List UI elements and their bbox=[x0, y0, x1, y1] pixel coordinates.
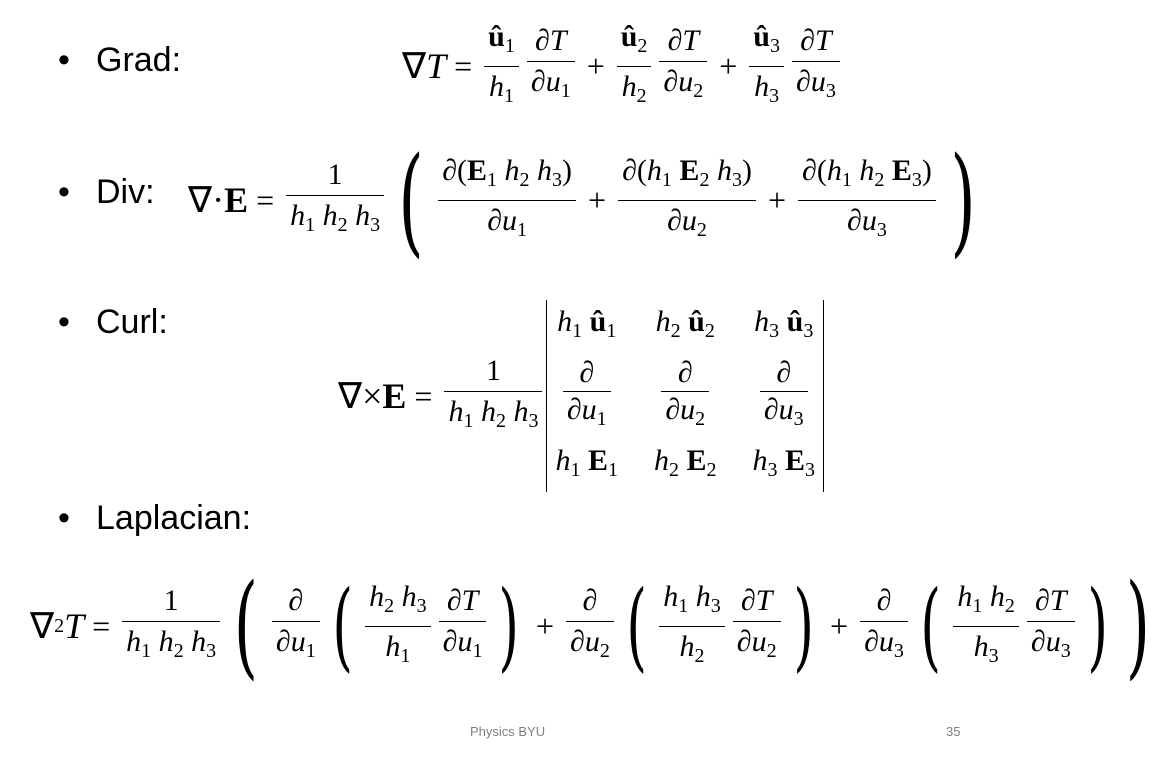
div-term-3: $\frac{\partial(h_1 h_2 E_3)}{\partial u_3}$ bbox=[798, 151, 936, 250]
lap-d1: $\frac{\partial}{\partial u_1}$ bbox=[272, 581, 320, 671]
bullet-curl-label: Curl: bbox=[96, 303, 168, 341]
det-r3c3: $h_3$ $E_3$ bbox=[752, 444, 816, 481]
det-r1c3: $h_3$ $û_3$ bbox=[754, 305, 814, 342]
grad-term-1-deriv: $\frac{\partial T}{\partial u_1}$ bbox=[527, 21, 575, 111]
laplacian-prefactor: $\frac{1}{h_1 h_2 h_3}$ bbox=[122, 581, 220, 671]
equals-sign: = bbox=[454, 47, 473, 84]
det-r2c1: $\frac{\partial}{\partial u_1}$ bbox=[555, 355, 618, 437]
bullet-dot: • bbox=[58, 303, 70, 341]
bullet-laplacian-label: Laplacian: bbox=[96, 499, 252, 537]
grad-term-1-unit: $\frac{û_1}{h_1}$ bbox=[484, 17, 519, 116]
right-paren: ) bbox=[950, 131, 976, 269]
div-term-1: $\frac{\partial(E_1 h_2 h_3)}{\partial u_1}$ bbox=[438, 151, 576, 250]
inner-left-paren: ( bbox=[626, 570, 647, 682]
nabla-symbol: ∇ bbox=[338, 376, 363, 416]
curl-prefactor: $\frac{1}{h_1 h_2 h_3}$ bbox=[444, 351, 542, 441]
lap-d2: $\frac{\partial}{\partial u_2}$ bbox=[566, 581, 614, 671]
curl-equation: ∇ × E = $\frac{1}{h_1 h_2 h_3}$ $h_1$ $û_1$ $h_2$ $û_2$ $h_3$ $û_3$ $\frac{\partial}{\partial u_1}$ $\frac{\partial}{\partial u_2}$ $\frac{\partial}{\partial u_3}$ $h_1$ $E_1$ $h_2$ $E_2$ $h_3$ $E_3$ bbox=[338, 296, 824, 496]
left-paren: ( bbox=[398, 131, 424, 269]
T-symbol: T bbox=[426, 46, 447, 86]
nabla-symbol: ∇ bbox=[30, 606, 55, 646]
grad-term-3-deriv: $\frac{\partial T}{\partial u_3}$ bbox=[792, 21, 840, 111]
grad-term-2-unit: $\frac{û_2}{h_2}$ bbox=[617, 17, 652, 116]
laplacian-equation: ∇ 2 T = $\frac{1}{h_1 h_2 h_3}$ ( $\frac{\partial}{\partial u_1}$ ( $\frac{h_2 h_3}{h_1}$ $\frac{\partial T}{\partial u_1}$ ) + $\frac{\partial}{\partial u_2}$ ( $\frac{h_1 h_3}{h_2}$ $\frac{\partial T}{\partial u_2}$ ) + $\frac{\partial}{\partial u_3}$ ( $\frac{h_1 h_2}{h_3}$ $\frac{\partial T}{\partial u_3}$ ) ) bbox=[30, 561, 1151, 691]
outer-left-paren: ( bbox=[234, 561, 259, 691]
inner-left-paren: ( bbox=[920, 570, 941, 682]
bullet-dot: • bbox=[58, 41, 70, 79]
bullet-div-label: Div: bbox=[96, 173, 155, 211]
inner-right-paren: ) bbox=[1087, 570, 1108, 682]
nabla-symbol: ∇ bbox=[402, 46, 427, 86]
page-number: 35 bbox=[946, 724, 961, 739]
lap-grad-3: $\frac{\partial T}{\partial u_3}$ bbox=[1027, 581, 1075, 671]
det-r1c2: $h_2$ $û_2$ bbox=[655, 305, 715, 342]
lap-grad-1: $\frac{\partial T}{\partial u_1}$ bbox=[439, 581, 487, 671]
lap-coef-1: $\frac{h_2 h_3}{h_1}$ bbox=[365, 577, 431, 676]
div-equation: ∇ · E = $\frac{1}{h_1 h_2 h_3}$ ( $\frac{\partial(E_1 h_2 h_3)}{\partial u_1}$ + $\frac{\partial(h_1 E_2 h_3)}{\partial u_2}$ + $\frac{\partial(h_1 h_2 E_3)}{\partial u_3}$ ) bbox=[188, 131, 976, 269]
det-r2c2: $\frac{\partial}{\partial u_2}$ bbox=[654, 355, 717, 437]
det-r2c3: $\frac{\partial}{\partial u_3}$ bbox=[753, 355, 816, 437]
lap-coef-2: $\frac{h_1 h_3}{h_2}$ bbox=[659, 577, 725, 676]
bullet-grad bbox=[58, 40, 181, 80]
div-prefactor: $\frac{1}{h_1 h_2 h_3}$ bbox=[286, 155, 384, 245]
grad-term-2-deriv: $\frac{\partial T}{\partial u_2}$ bbox=[659, 21, 707, 111]
div-term-2: $\frac{\partial(h_1 E_2 h_3)}{\partial u_2}$ bbox=[618, 151, 756, 250]
det-r3c2: $h_2$ $E_2$ bbox=[653, 444, 717, 481]
bullet-grad-label: Grad: bbox=[96, 41, 182, 79]
bullet-div bbox=[58, 172, 155, 212]
lap-coef-3: $\frac{h_1 h_2}{h_3}$ bbox=[953, 577, 1019, 676]
curl-determinant bbox=[546, 300, 824, 492]
nabla-symbol: ∇ bbox=[188, 180, 213, 220]
bullet-dot: • bbox=[58, 173, 70, 211]
inner-right-paren: ) bbox=[498, 570, 520, 682]
bullet-dot: • bbox=[58, 499, 70, 537]
grad-term-3-unit: $\frac{û_3}{h_3}$ bbox=[749, 17, 784, 116]
bullet-laplacian bbox=[58, 498, 251, 538]
inner-left-paren: ( bbox=[332, 570, 353, 682]
grad-equation: ∇ T = $\frac{û_1}{h_1}$ $\frac{\partial T}{\partial u_1}$ + $\frac{û_2}{h_2}$ $\frac{\partial T}{\partial u_2}$ + $\frac{û_3}{h_3}$ $\frac{\partial T}{\partial u_3}$ bbox=[402, 18, 844, 114]
bullet-curl bbox=[58, 302, 168, 342]
inner-right-paren: ) bbox=[793, 570, 814, 682]
lap-d3: $\frac{\partial}{\partial u_3}$ bbox=[860, 581, 908, 671]
outer-right-paren: ) bbox=[1125, 561, 1151, 691]
det-r1c1: $h_1$ $û_1$ bbox=[557, 305, 617, 342]
det-r3c1: $h_1$ $E_1$ bbox=[555, 444, 618, 481]
footer-text: Physics BYU bbox=[470, 724, 546, 739]
lap-grad-2: $\frac{\partial T}{\partial u_2}$ bbox=[733, 581, 781, 671]
